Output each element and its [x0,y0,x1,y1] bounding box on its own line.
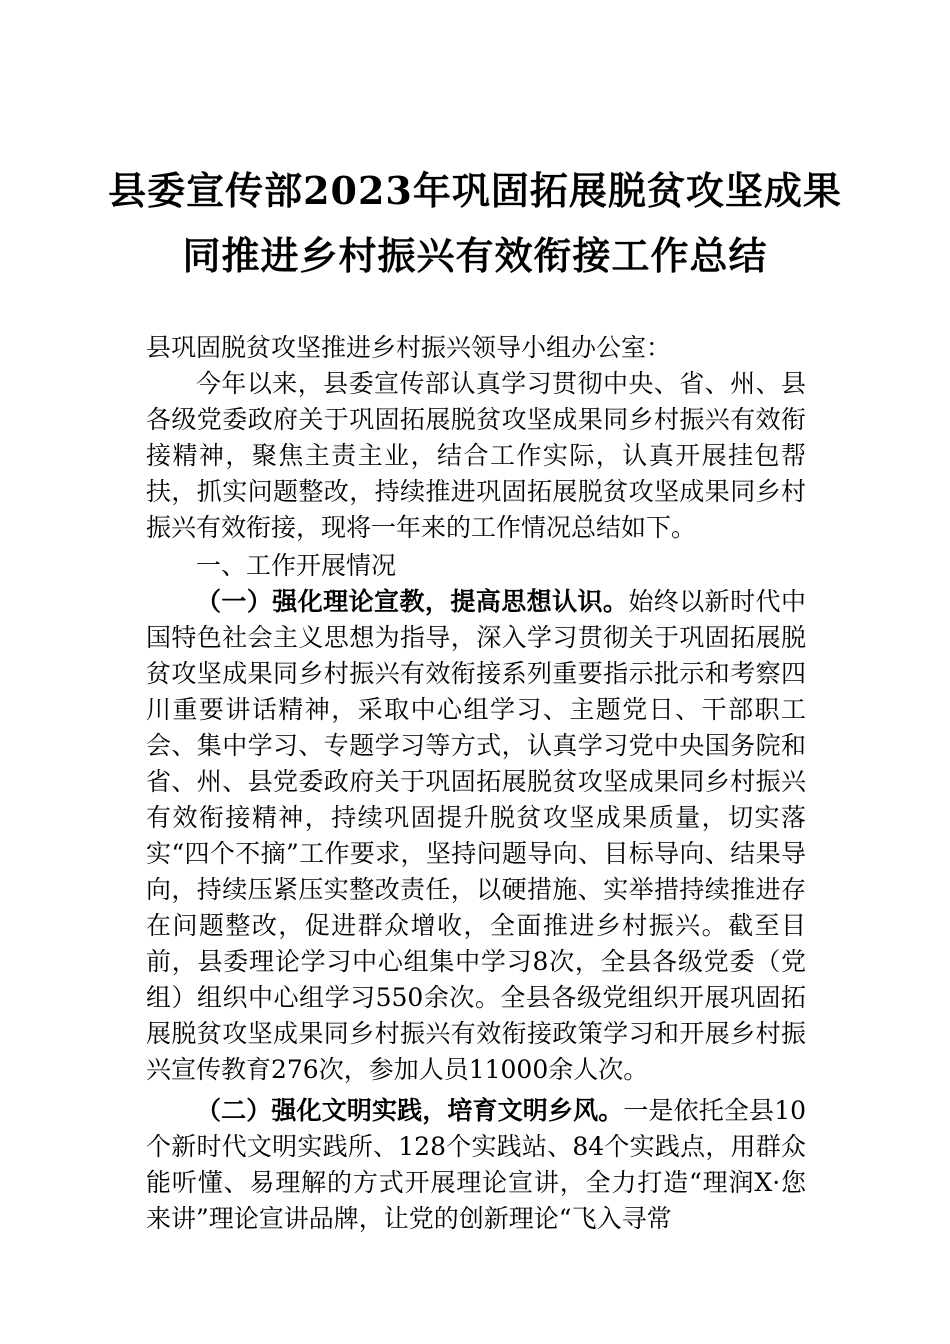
subsection-heading-1: （一）强化理论宣教，提高思想认识。 [196,587,629,616]
intro-paragraph: 今年以来，县委宣传部认真学习贯彻中央、省、州、县各级党委政府关于巩固拓展脱贫攻坚成果同乡村振兴有效衔接精神，聚焦主责主业，结合工作实际，认真开展挂包帮扶，抓实问题整改，持续推进巩固拓展脱贫攻坚成果同乡村振兴有效衔接，现将一年来的工作情况总结如下。 [146,369,806,542]
subsection-body-2: 一是依托全县10个新时代文明实践所、128个实践站、84个实践点，用群众能听懂、易理解的方式开展理论宣讲，全力打造“理润X·您来讲”理论宣讲品牌，让党的创新理论“飞入寻常 [146,1096,806,1233]
subsection-heading-2: （二）强化文明实践，培育文明乡风。 [196,1096,624,1125]
subsection-body-1: 始终以新时代中国特色社会主义思想为指导，深入学习贯彻关于巩固拓展脱贫攻坚成果同乡村振兴有效衔接系列重要指示批示和考察四川重要讲话精神，采取中心组学习、主题党日、干部职工会、集中学习、专题学习等方式，认真学习党中央国务院和省、州、县党委政府关于巩固拓展脱贫攻坚成果同乡村振兴有效衔接精神，持续巩固提升脱贫攻坚成果质量，切实落实“四个不摘”工作要求，坚持问题导向、目标导向、结果导向，持续压紧压实整改责任，以硬措施、实举措持续推进存在问题整改，促进群众增收，全面推进乡村振兴。截至目前，县委理论学习中心组集中学习8次，全县各级党委（党组）组织中心组学习550余次。全县各级党组织开展巩固拓展脱贫攻坚成果同乡村振兴有效衔接政策学习和开展乡村振兴宣传教育276次，参加人员11000余人次。 [146,587,806,1084]
addressee: 县巩固脱贫攻坚推进乡村振兴领导小组办公室： [146,333,672,362]
document-title-line-2: 同推进乡村振兴有效衔接工作总结 [182,233,768,278]
section-heading-1: 一、工作开展情况 [196,551,397,580]
subsection-paragraph-2 [146,1093,806,1237]
subsection-paragraph-1 [146,584,806,1088]
document-title-line-1: 县委宣传部2023年巩固拓展脱贫攻坚成果 [108,168,842,213]
